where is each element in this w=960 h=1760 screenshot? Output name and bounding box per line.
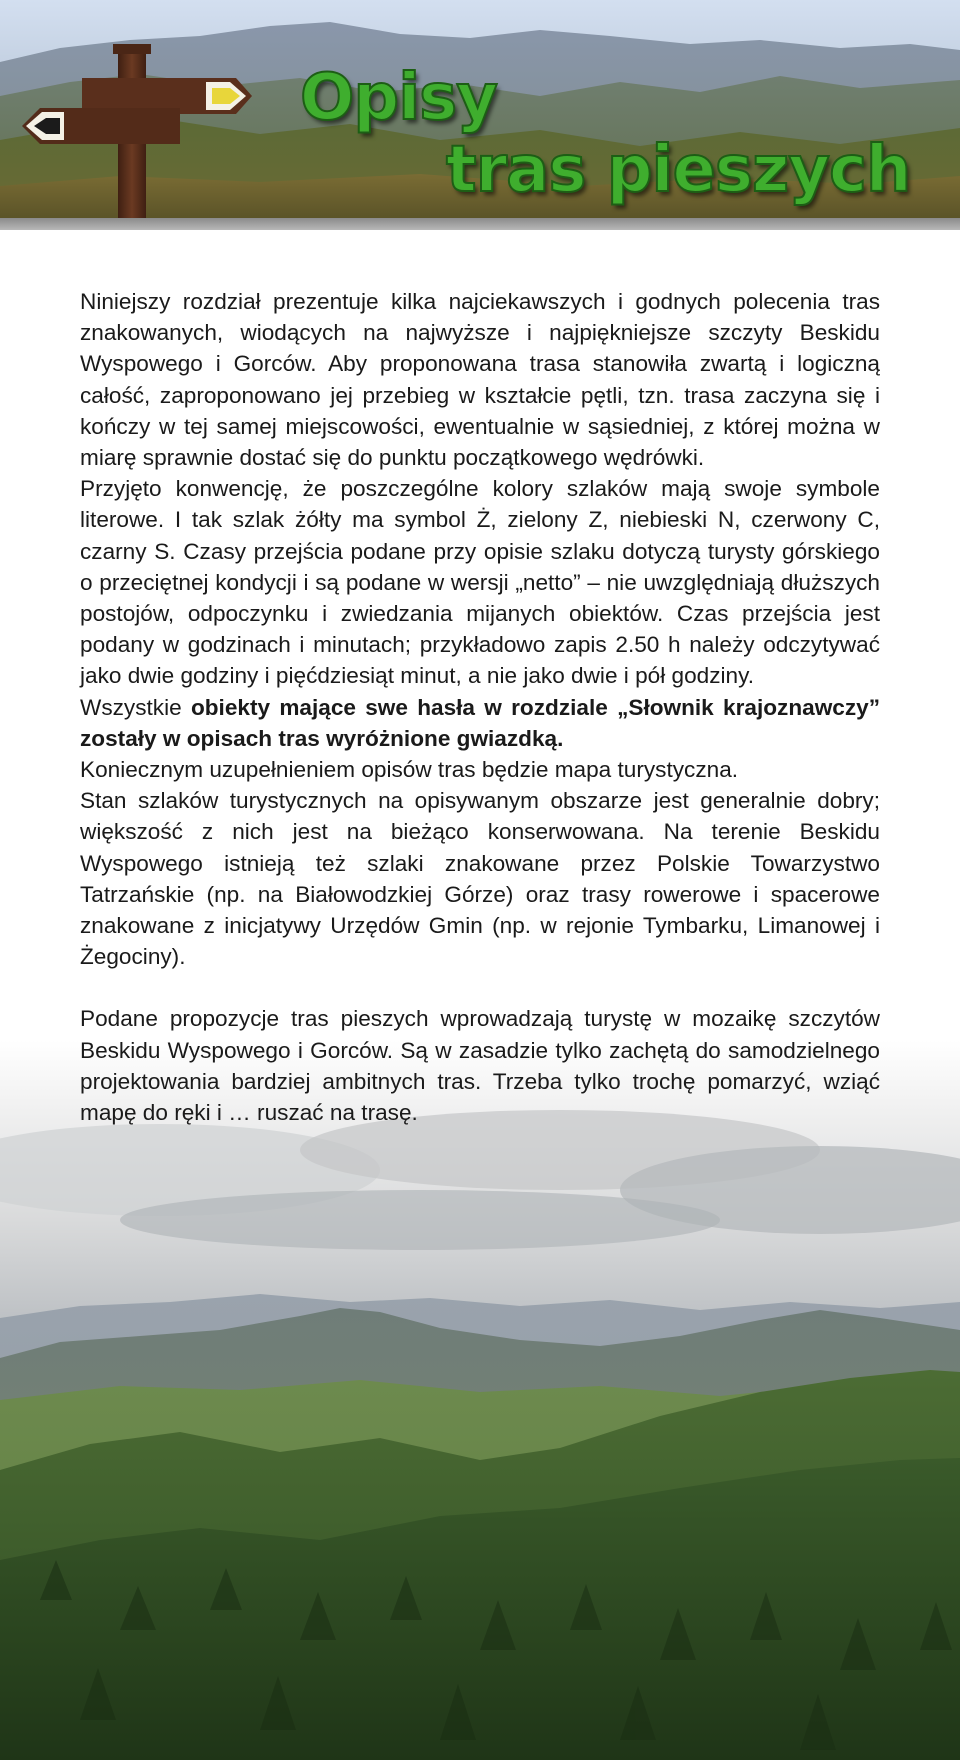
landscape-photo (0, 1040, 960, 1760)
header-divider (0, 218, 960, 230)
glossary-note-bold: obiekty mające swe hasła w rozdziale „Słownik krajoznawczy” zostały w opisach tras wyróżnione gwiazdką. (80, 694, 880, 751)
paragraph-intro: Niniejszy rozdział prezentuje kilka najciekawszych i godnych polecenia tras znakowanych, wiodących na najwyższe i najpiękniejsze szczyty Beskidu Wyspowego i Gorców. Aby proponowana trasa stanowiła zwartą i logiczną całość, zaproponowano jej przebieg w kształcie pętli, tzn. trasa zaczyna się i kończy w tej samej miejscowości, ewentualnie w sąsiedniej, z której można w miarę sprawnie dostać się do punktu początkowego wędrówki. (80, 289, 880, 471)
paragraph-trail-condition: Stan szlaków turystycznych na opisywanym obszarze jest generalnie dobry; większość z nich jest na bieżąco konserwowana. Na terenie Beskidu Wyspowego istnieją też szlaki znakowane przez Polskie Towarzystwo Tatrzańskie (np. na Białowodzkiej Górze) oraz trasy rowerowe i spacerowe znakowane z inicjatywy Urzędów Gmin (np. w rejonie Tymbarku, Limanowej i Żegociny). (80, 788, 880, 970)
page-title-line-2: tras pieszych (446, 133, 911, 207)
header-banner (0, 0, 960, 218)
article-body (80, 286, 880, 1128)
paragraph-closing: Podane propozycje tras pieszych wprowadzają turystę w mozaikę szczytów Beskidu Wyspowego i Gorców. Są w zasadzie tylko zachętą do samodzielnego projektowania bardziej ambitnych tras. Trzeba tylko trochę pomarzyć, wziąć mapę do ręki i … ruszać na trasę. (80, 1006, 880, 1126)
page-title-line-1: Opisy (300, 61, 497, 135)
paragraph-glossary-note (80, 692, 880, 754)
paragraph-map: Koniecznym uzupełnieniem opisów tras będzie mapa turystyczna. (80, 757, 739, 783)
paragraph-conventions: Przyjęto konwencję, że poszczególne kolory szlaków mają swoje symbole literowe. I tak szlak żółty ma symbol Ż, zielony Z, niebieski N, czerwony C, czarny S. Czasy przejścia podane przy opisie szlaku dotyczą turysty górskiego o przeciętnej kondycji i są podane w wersji „netto” – nie uwzględniają dłuższych postojów, odpoczynku i zwiedzania mijanych obiektów. Czas przejścia jest podany w godzinach i minutach; przykładowo zapis 2.50 h należy odczytywać jako dwie godziny i pięćdziesiąt minut, a nie jako dwie i pół godziny. (80, 476, 880, 689)
glossary-note-prefix: Wszystkie (80, 694, 191, 720)
